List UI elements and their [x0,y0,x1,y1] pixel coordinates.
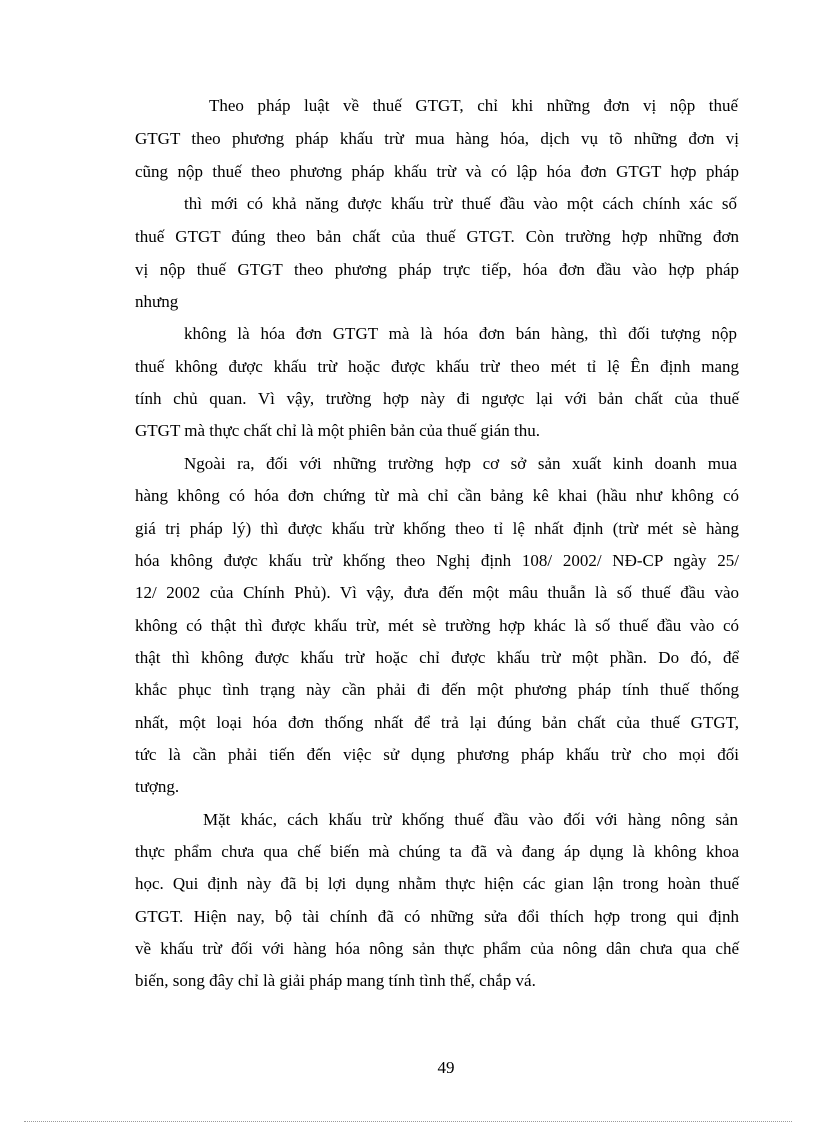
text-line: hóa không được khấu trừ khống theo Nghị định 108/ 2002/ NĐ-CP ngày 25/ [135,551,739,570]
text-line: nhưng [135,292,179,311]
text-line: GTGT. Hiện nay, bộ tài chính đã có những sửa đổi thích hợp trong qui định [135,907,739,926]
text-line: tức là cần phải tiến đến việc sử dụng phương pháp khấu trừ cho mọi đối [135,745,739,764]
text-line: thì mới có khả năng được khấu trừ thuế đầu vào một cách chính xác số [184,194,737,213]
text-line: về khấu trừ đối với hàng hóa nông sản thực phẩm của nông dân chưa qua chế [135,939,739,958]
text-line: tính chủ quan. Vì vậy, trường hợp này đi ngược lại với bản chất của thuế [135,389,739,408]
text-line: biến, song đây chỉ là giải pháp mang tính tình thế, chắp vá. [135,971,536,990]
text-line: thật thì không được khấu trừ hoặc chỉ được khấu trừ một phần. Do đó, để [135,648,739,667]
text-line: nhất, một loại hóa đơn thống nhất để trả lại đúng bản chất của thuế GTGT, [135,713,739,732]
text-line: thuế GTGT đúng theo bản chất của thuế GTGT. Còn trường hợp những đơn [135,227,739,246]
text-line: không có thật thì được khấu trừ, mét sè trường hợp khác là số thuế đầu vào có [135,616,739,635]
text-line: Ngoài ra, đối với những trường hợp cơ sở sản xuất kinh doanh mua [184,454,737,473]
text-line: tượng. [135,777,180,796]
text-line: GTGT theo phương pháp khấu trừ mua hàng hóa, dịch vụ tõ những đơn vị [135,129,739,148]
text-line: học. Qui định này đã bị lợi dụng nhằm thực hiện các gian lận trong hoàn thuế [135,874,739,893]
text-line: hàng không có hóa đơn chứng từ mà chỉ cần bảng kê khai (hầu như không có [135,486,739,505]
text-line: vị nộp thuế GTGT theo phương pháp trực tiếp, hóa đơn đầu vào hợp pháp [135,260,739,279]
text-line: Mặt khác, cách khấu trừ khống thuế đầu vào đối với hàng nông sản [203,810,738,829]
text-line: thực phẩm chưa qua chế biến mà chúng ta đã và đang áp dụng là không khoa [135,842,739,861]
footer-divider [24,1121,792,1122]
text-line: giá trị pháp lý) thì được khấu trừ khống theo tỉ lệ nhất định (trừ mét sè hàng [135,519,739,538]
text-line: Theo pháp luật về thuế GTGT, chỉ khi những đơn vị nộp thuế [209,96,738,115]
text-line: 12/ 2002 của Chính Phủ). Vì vậy, đưa đến một mâu thuẫn là số thuế đầu vào [135,583,739,602]
text-line: cũng nộp thuế theo phương pháp khấu trừ và có lập hóa đơn GTGT hợp pháp [135,162,739,181]
text-line: GTGT mà thực chất chỉ là một phiên bản của thuế gián thu. [135,421,540,440]
text-line: không là hóa đơn GTGT mà là hóa đơn bán hàng, thì đối tượng nộp [184,324,737,343]
text-line: thuế không được khấu trừ hoặc được khấu trừ theo mét tỉ lệ Ên định mang [135,357,739,376]
text-line: khắc phục tình trạng này cần phải đi đến một phương pháp tính thuế thống [135,680,739,699]
page-number: 49 [437,1058,455,1077]
